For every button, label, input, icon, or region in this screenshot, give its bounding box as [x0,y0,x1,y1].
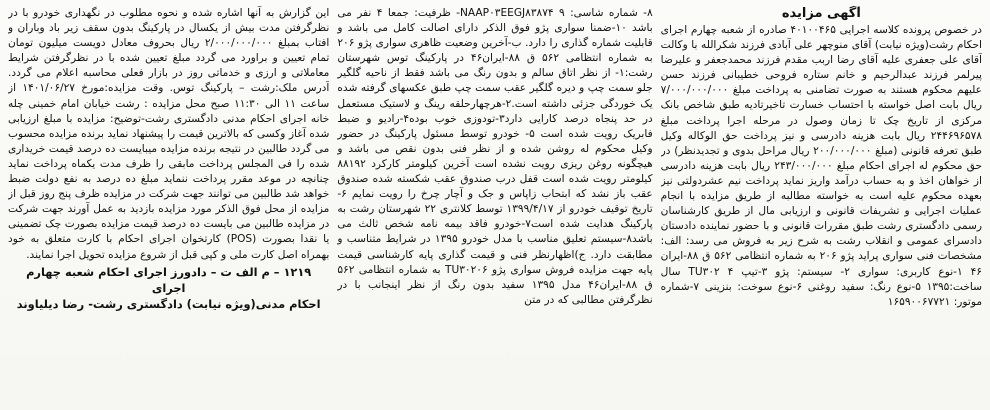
notice-text-middle: ۸- شماره شاسی: NAAP۰۳EEGJ۸۳۸۷۴ ۹- ظرفیت: جمعا ۴ نفر می باشد ۱۰-ضمنا سواری پژو فوق الذکر دارای اصالت کامل می باشد و قابلیت شماره گذاری را دارد. ب-آخرین وضعیت ظاهری سواری پژو ۲۰۶ به شماره انتظامی ۵۶۲ ق ۸۸-ایران۴۶ در پارکینگ توس شهرستان رشت:۱- از نظر اتاق سالم و بدون رنگ می باشد فقط از ناحیه گلگیر جلو سمت چپ و دیره گلگیر عقب سمت چپ طبق عکسهای گرفته شده یک خوردگی جزئی داشته است.۲-هرچهارحلقه رینگ و لاستیک مستعمل در حد پنجاه درصد کارایی دارد۳-تودوزی خوب بوده۴-رادیو و ضبط فابریک رویت شده است ۵- خودرو توسط مسئول پارکینگ در حضور وکیل محکوم له روشن شده و از نظر فنی بدون نقص می باشد و هیچگونه روغن ریزی رویت نشده است آخرین کیلومتر کارکرد ۸۸۱۹۲ کیلومتر رویت شده است قفل درب صندوق عقب شکسته شده صندوق عقب باز نشد که ابتحاب زاپاس و جک و آچار چرخ را رویت نمایم ۶- تاریخ توقیف خودرو از ۱۳۹۹/۴/۱۷ توسط کلانتری ۲۲ شهرستان رشت به پارکینگ هدایت شده است۷-خودرو فاقد بیمه نامه شخص ثالث می باشد۸-سیستم تعلیق مناسب با مدل خودرو ۱۳۹۵ در شرایط متناسب و مطابقت دارد. ج)اظهارنظر فنی و قیمت گذاری پایه کارشناسی قیمت پایه جهت مزایده فروش سواری پژو TU۳۰۲۰۶ به شماره انتظامی ۵۶۲ ق ۸۸-ایران۴۶ مدل ۱۳۹۵ سفید بدون رنگ از نظر اینجانب با در نظرگرفتن مطالبی که در متن [337,7,653,306]
signature-line-1: ۱۲۱۹ – م الف ت – دادورز اجرای احکام شعبه چهارم اجرای [26,264,312,295]
signature-line-2: احکام مدنی(ویژه نیابت) دادگستری رشت- رضا دیلیاوند [16,296,321,311]
notice-column-right [661,6,982,406]
notice-title: آگهی مزایده [781,6,861,21]
notice-column-left [8,6,329,406]
notice-text-left: این گزارش به آنها اشاره شده و نحوه مطلوب در نگهداری خودرو با در نظرگرفتن مدت بیش از یکسال در پارکینگ بدون سقف زیر باد وباران و افتاب بمبلغ ۲/۰۰۰/۰۰۰/۰۰۰ ریال بحروف معادل دویست میلیون تومان تمام تعیین و براورد می گردد مبلغ تعیین شده با در نظرگرفتن شرایط معاملاتی و ارزی و خدماتی روز در بازار فعلی محاسبه اعلام می گردد. آدرس ملک:رشت – پارکینگ توس. وقت مزایده:مورخ ۱۴۰۱/۰۶/۲۷ از ساعت ۱۱ الی ۱۱:۳۰ صبح محل مزایده : رشت خیابان امام خمینی چله خانه اجرای احکام مدنی دادگستری رشت-توضیح: مزایده با مبلغ ارزیابی شده آغاز وکسی که بالاترین قیمت را پیشنهاد نماید برنده مزایده محسوب می گردد طالبین در نتیجه برنده مزایده میبایست ده درصد قیمت خریداری شده را فی المجلس پرداخت مابقی را ظرف مدت یکماه پرداخت نماید چنانچه در موعد مقرر پرداخت ننماید مبلغ ده درصد به نفع دولت ضبط خواهد شد طالبین می توانند جهت شرکت در مزایده ظرف پنج روز قبل از مزایده از محل فوق الذکر مورد مزایده بازدید به عمل آورند جهت شرکت در مزایده طالبین می بایست ده درصد قیمت مزایده بصورت چک تضمینی یا نقدا بصورت (POS) کارتخوان اجرای احکام با کارت متعلق به خود بهمراه اصل کارت ملی و کپی قبل از شروع مزایده تحویل اجرا نمایند. [8,7,330,261]
notice-signature [8,264,329,312]
notice-column-middle [337,6,652,406]
notice-text-right: در خصوص پرونده کلاسه اجرایی ۴۰۱۰۰۴۶۵ صادره از شعبه چهارم اجرای احکام رشت(ویژه نیابت) آقای منوچهر علی آبادی فرزند شکرالله با وکالت آقای علی جعفری علیه آقای رضا اربب مقدم فرزند محمدجعفر و علیرضا پیرلمر فرزند عبدالرحیم و خانم ستاره فروحی خطیبانی فرزند حسن علیهم محکوم هستند به صورت تضامنی به پرداخت مبلغ ۷/۰۰۰/۰۰۰/۰۰۰ ریال بابت اصل خواسته با احتساب خسارت تاخیرتادیه طبق شاخص بانک مرکزی از تاریخ چک تا زمان وصول در مرحله اجرا پرداخت مبلغ ۲۴۴۶۹۶۵۷۸ ریال بابت هزینه دادرسی و نیز پرداخت حق الوکاله وکیل طبق تعرفه قانونی (مبلغ ۲۰۰/۰۰۰/۰۰۰ ریال مراحل بدوی و تجدیدنظر) در حق محکوم له اجرای احکام مبلغ ۲۴۳/۰۰۰/۰۰۰ ریال بابت هزینه دادرسی از خواهان اخذ و به حساب درآمد واریز نماید پرداخت نیم عشردولتی نیز بعهده محکوم علیه است به خواسته مطالبه از طریق مزایده با انجام عملیات اجرایی و تشریفات قانونی و ارزیابی مال از طریق کارشناسان رسمی دادگستری رشت طبق مقررات قانونی و با حضور نماینده دادستان دادسرای عمومی و انقلاب رشت به شرح زیر به فروش می رسد: الف: مشخصات فنی سواری پراید پژو ۲۰۶ به شماره انتظامی ۵۶۲ ق ۸۸-ایران ۴۶ ۱-نوع کاربری: سواری ۲- سیستم: پژو ۳-تیپ ۴ TU۳۰۲ سال ساخت:۱۳۹۵ ۵-نوع رنگ: سفید روغنی ۶-نوع سوخت: بنزینی ۷-شماره موتور: ۱۶۵۹۰۰۶۷۷۲۱ [660,24,982,308]
